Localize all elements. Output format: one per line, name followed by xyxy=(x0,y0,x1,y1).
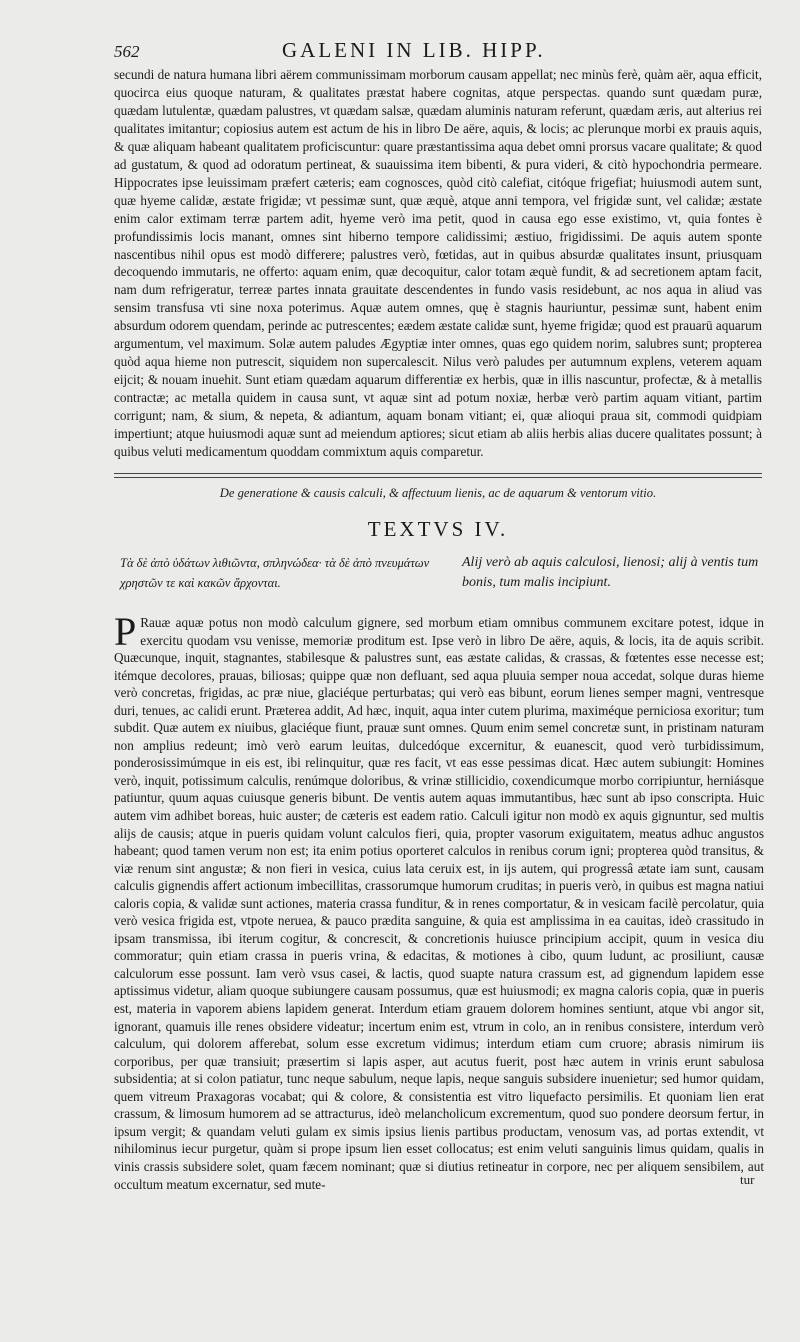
section-rule-top xyxy=(114,473,762,474)
greek-text: Τὰ δὲ ἀπὸ ὑδάτων λιθιῶντα, σπληνώδεα· τὰ δὲ ἀπὸ πνευμάτων χρηστῶν τε καὶ κακῶν ἄρχονται. xyxy=(120,556,430,590)
page-number: 562 xyxy=(114,42,140,61)
section-rule-bottom xyxy=(114,477,762,478)
section-title: De generatione & causis calculi, & affectuum lienis, ac de aquarum & ventorum vitio. xyxy=(219,486,657,500)
textus-heading: TEXTVS IV. xyxy=(367,517,509,541)
catchword: tur xyxy=(740,1172,755,1187)
page-header xyxy=(114,38,754,68)
running-head: GALENI IN LIB. HIPP. xyxy=(282,38,546,62)
latin-translation: Alij verò ab aquis calculosi, lienosi; alij à ventis tum bonis, tum malis incipiunt. xyxy=(462,555,759,590)
commentary-paragraph-2 xyxy=(114,609,764,1193)
commentary-paragraph: secundi de natura humana libri aërem communissimam morborum causam appellat; nec minùs ferè, quàm aër, aqua efficit, quocirca eius quoque naturam, & qualitates præstat habere cognitas, atque perspectas. quando sunt quædam puræ, quædam lutulentæ, quædam palustres, vt quædam salsæ, quædam aluminis naturam referunt, quædam æris, aut alterius rei qualitates imitantur; copiosius autem est actum de his in libro De aëre, aquis, & locis; ac plerunque morbi ex prauis aquis, & quæ aliquam habeant qualitatem proficiscuntur: quare præstantissima aqua debet omni prorsus vacare qualitate; & quod ad gustatum, & quod ad odoratum pertineat, & suauissima item bibenti, & pura videri, & citò hypochondria permeare. Hippocrates ipse leuissimam præfert cæteris; eam cognosces, quòd citò calefiat, citóque frigefiat; huiusmodi autem sunt, quæ hyeme calidæ, æstate frigidæ; vt pessimæ sunt, quæ æquè, atque anni tempora, vel frigidæ sunt, vel calidæ; æstate enim calor extimam terræ partem adit, hyeme verò ima petit, quod in causa ego esse existimo, vt, quia fontes è profundissimis locis manant, omnes sint hiberno tempore calidissimi; æstiuo, frigidissimi. De aquis autem sponte nascentibus nihil opus est modò differere; palustres verò, fœtidas, aut in quibus absurdæ qualitates insunt, priusquam decoquendo immutaris, ne offerto: aquam enim, quæ decoquitur, calor totam æquè fundit, & ad secretionem aptam facit, nam dum refrigeratur, terreæ partes innata grauitate descendentes in fundo vasis residebunt, ac nos aqua in aliud vas sensim transfusa vti sine noxa poterimus. Aquæ autem omnes, quę è stagnis hauriuntur, pessimæ sunt, habent enim absurdum odorem quendam, perinde ac putrescentes; eædem æstate calidæ sunt, hyeme frigidæ; quod est prauarū aquarum argumentum, vel maximum. Solæ autem paludes Ægyptiæ inter omnes, quas ego quidem norim, salubres sunt; propterea quòd aqua hieme non putrescit, siquidem non supercalescit. Nilus verò paludes per autumnum explens, veterem aquam eijcit; & nouam inuehit. Sunt etiam quædam aquarum differentiæ ex herbis, quæ in illis nascuntur, profectæ, & à metallis contractæ; ac metalla quidem in causa sunt, vt aquæ sint ad potum noxiæ, herbæ verò partim aquam vitiant, partim corrigunt; nam, & sium, & nepeta, & adiantum, aquam bonam vitiant; ei, quæ alioqui praua sit, commodi quidpiam impertiunt; atque huiusmodi aquæ sunt ad meiendum aptiores; sicut etiam ab aliis herbis alias ducere qualitates possunt; à quibus veluti medicamentum quoddam commixtum aquis comparetur. xyxy=(114,67,762,460)
drop-cap: P xyxy=(114,609,137,654)
commentary-text: Rauæ aquæ potus non modò calculum gignere, sed morbum etiam omnibus communem excitare potest, idque in exercitu quodam vsu venisse, memoriæ proditum est. Ipse verò in libro De aëre, aquis, & locis, ita de aquis scribit. Quæcunque, inquit, stagnantes, stabilesque & palustres sunt, eas æstate calidas, & crassas, & fœtentes esse necesse est; itémque decolores, prauas, biliosas; quippe quæ non defluant, sed aqua pluuia semper noua accedat, solque duras hieme verò concretas, frigidas, ac præ niue, glaciéque perturbatas; qui verò eas bibunt, eorum lienes semper magni, ventresque duri, tenues, ac calidi erunt. Præterea addit, Ad hæc, inquit, aqua inter cutem plurima, maximéque perniciosa exoritur; tum subdit. Quæ autem ex niuibus, glaciéque fiunt, prauæ sunt omnes. Quum enim semel concretæ sunt, in pristinam naturam non amplius redeunt; imò verò earum leuitas, dulcedóque excernitur, & euanescit, quod verò turbidissimum, ponderosissimúmque in eis est, ibi relinquitur, quæ res facit, vt eas esse pessimas dicat. Hæc autem subiungit: Homines verò, inquit, potissimum calculis, renúmque doloribus, & vrinæ stillicidio, coxendicumque morbo corripiuntur, herniásque patiuntur, quum aquas cuiusque generis bibunt. De ventis autem aquas immutantibus, hæc sunt ab ipso conscripta. Huic autem vim adhibet boreas, huic auster; de cæteris est eadem ratio. Calculi igitur non modò ex aquis gignuntur, sed multis alijs de causis; atque in pueris quidam volunt calculos fieri, quia, propter vasorum exiguitatem, meatus adhuc angustos habeant; quod tamen verum non est; ita enim potius oporteret calculos in renibus corum igni; propterea quòd transitus, & viæ renum sint angustæ; & non fieri in vesica, cuius lata ceruix est, in ijs autem, qui progressâ ætate iam sunt, causam calculis gignendis affert actionum imbecillitas, crassorumque humorum cruditas; in pueris verò, in quibus est magna natiui caloris copia, & validæ sunt actiones, materia crassa funditur, & in renes comportatur, & in vesicam facilè percolatur, quia verò vesica frigida est, vtpote neruea, & pauco prædita sanguine, & quia est amplissima in ea cauitas, ideò crassitudo in ipsam transmissa, ibi iterum cogitur, & concrescit, & concretionis huiusce principium accipit, quum in vesica diu commoratur; quin etiam crassa in pueris vrina, & edacitas, & motiones à cibo, quum ludunt, ac prosiliunt, causæ calculorum esse possunt. Iam verò vsus casei, & lactis, quod suapte natura crassum est, ad gignendum lapidem esse aptissimus videtur, aliam quoque subiungere causam possumus, quæ est huiusmodi; ex magna caloris copia, quæ in pueris est, materia in vaporem abiens lapidem generat. Interdum etiam grauem dolorem homines sentiunt, atque vbi angor sit, ignorant, quamuis ille renes obsidere videatur; incertum enim est, vtrum in colo, an in renibus consistere, interdum verò calculum, qui dolorem afferebat, solum esse excretum vidimus; interdum etiam cum cruore; abrasis nimirum iis corporibus, per quæ transiuit; præsertim si lapis asper, aut acutus fuerit, post hæc autem in vrinis erunt sabulosa subsidentia; at si colon patiatur, tunc neque sabulum, neque lapis, neque sanguis subsidere inuenietur; sed humor quidam, quem vitreum Praxagoras vocabat; qui & colore, & consistentia est vitro liquefacto persimilis. Et quoniam lien erat crassum, & limosum humorem ad se attracturus, ideò melancholicum excrementum, quod suo pondere deorsum fertur, in ipsum vergit; & quandam veluti gulam ex simis ipsius lienis partibus productam, venosum vas, ad portas extendit, vt nihilominus iecur purgetur, quàm si prope ipsum lien esset collocatus; est enim veluti sanguinis limus quidam, qualis in vinis crassis subsidere solet, quam fæcem nominant; quæ si diutius retineatur in corpore, nec per aliquem sensibilem, aut occultum meatum excernatur, sed mute- xyxy=(114,615,764,1192)
